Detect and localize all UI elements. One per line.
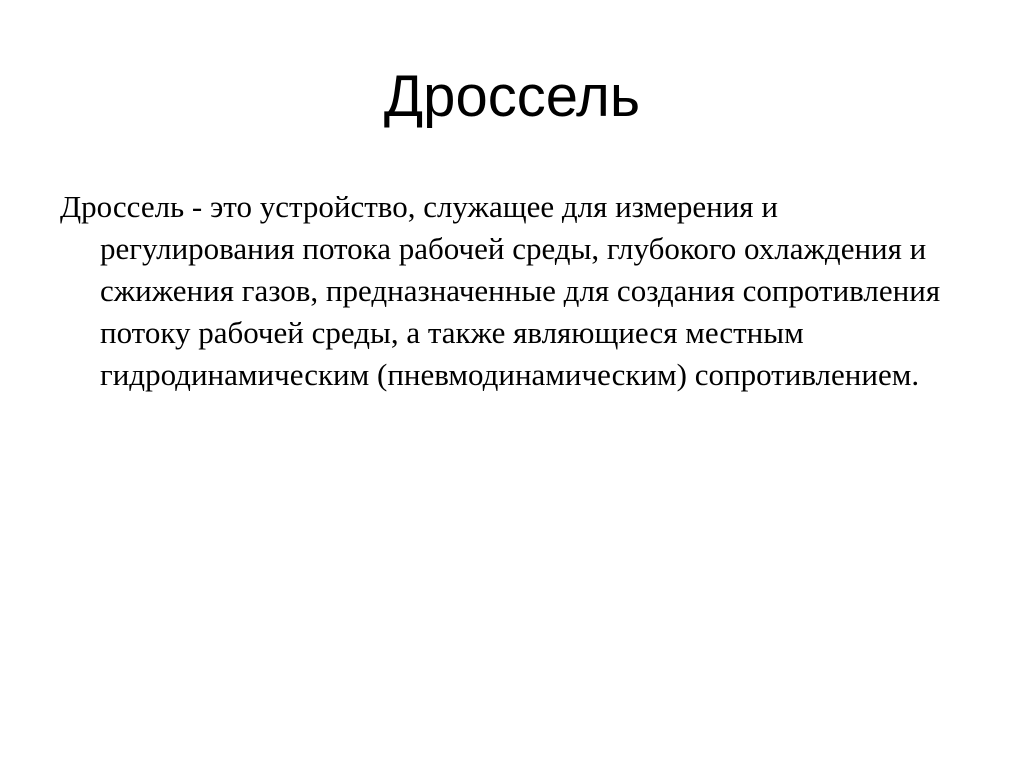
- slide-title: Дроссель: [383, 64, 641, 129]
- slide-body-text: Дроссель - это устройство, служащее для измерения и регулирования потока рабочей среды, глубокого охлаждения и сжижения газов, предназначенные для создания сопротивления потоку рабочей среды, а также являющиеся местным гидродинамическим (пневмодинамическим) сопротивлением.: [60, 189, 941, 392]
